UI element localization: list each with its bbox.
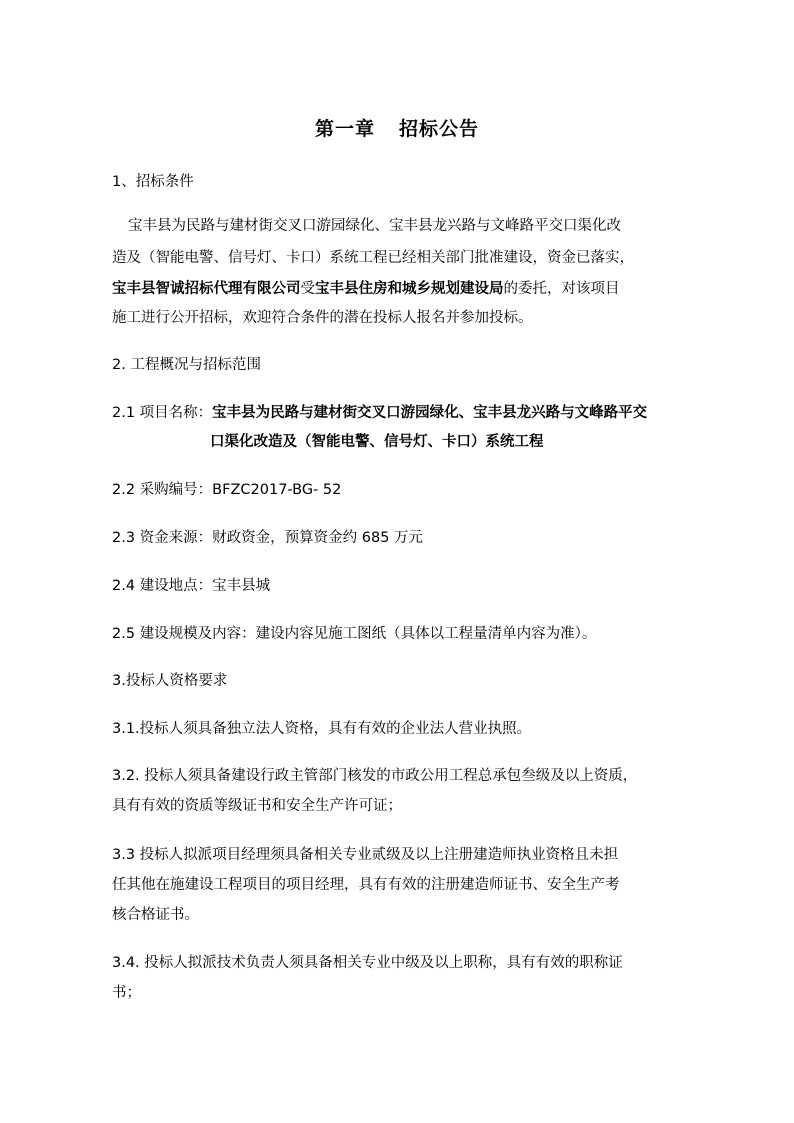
chapter-title: [0, 114, 794, 141]
agent-name: 宝丰县智诚招标代理有限公司: [112, 281, 301, 297]
requirement-item: 3.4. 投标人拟派技术负责人须具备相关专业中级及以上职称，具有有效的职称证: [112, 955, 623, 971]
section-heading-3: 3.投标人资格要求: [112, 673, 228, 689]
project-name-row: [112, 403, 647, 423]
requirement-item-continued: 核合格证书。: [112, 907, 199, 923]
chapter-number: 第一章: [314, 118, 375, 140]
chapter-name: 招标公告: [399, 118, 480, 140]
section-heading-1: 1、招标条件: [112, 174, 194, 190]
paragraph-line: 施工进行公开招标，欢迎符合条件的潜在投标人报名并参加投标。: [112, 310, 533, 326]
construction-scope: 2.5 建设规模及内容：建设内容见施工图纸（具体以工程量清单内容为准）。: [112, 626, 597, 642]
requirement-item-continued: 任其他在施建设工程项目的项目经理，具有有效的注册建造师证书、安全生产考: [112, 877, 620, 893]
section-heading-2: 2. 工程概况与招标范围: [112, 357, 261, 373]
requirement-item: 3.2. 投标人须具备建设行政主管部门核发的市政公用工程总承包叁级及以上资质，: [112, 768, 638, 784]
requirement-item-continued: 具有有效的资质等级证书和安全生产许可证；: [112, 798, 402, 814]
paragraph-line: 造及（智能电警、信号灯、卡口）系统工程已经相关部门批准建设，资金已落实，: [112, 250, 634, 266]
fund-source: 2.3 资金来源：财政资金，预算资金约 685 万元: [112, 530, 424, 546]
procurement-code: 2.2 采购编号：BFZC2017-BG- 52: [112, 482, 342, 498]
paragraph-line: [112, 279, 620, 299]
requirement-item: 3.1.投标人须具备独立法人资格，具有有效的企业法人营业执照。: [112, 721, 532, 737]
paragraph-line: 宝丰县为民路与建材街交叉口游园绿化、宝丰县龙兴路与文峰路平交口渠化改: [128, 218, 621, 234]
owner-name: 宝丰县住房和城乡规划建设局: [315, 281, 504, 297]
requirement-item-continued: 书；: [112, 985, 141, 1001]
project-name-label: 2.1 项目名称：: [112, 405, 213, 421]
construction-location: 2.4 建设地点：宝丰县城: [112, 578, 271, 594]
project-name-continued: 口渠化改造及（智能电警、信号灯、卡口）系统工程: [210, 434, 544, 450]
text-fragment: 受: [300, 281, 315, 297]
text-fragment: 的委托，对该项目: [503, 281, 620, 297]
requirement-item: 3.3 投标人拟派项目经理须具备相关专业贰级及以上注册建造师执业资格且未担: [112, 847, 619, 863]
project-name-value: 宝丰县为民路与建材街交叉口游园绿化、宝丰县龙兴路与文峰路平交: [212, 405, 648, 421]
